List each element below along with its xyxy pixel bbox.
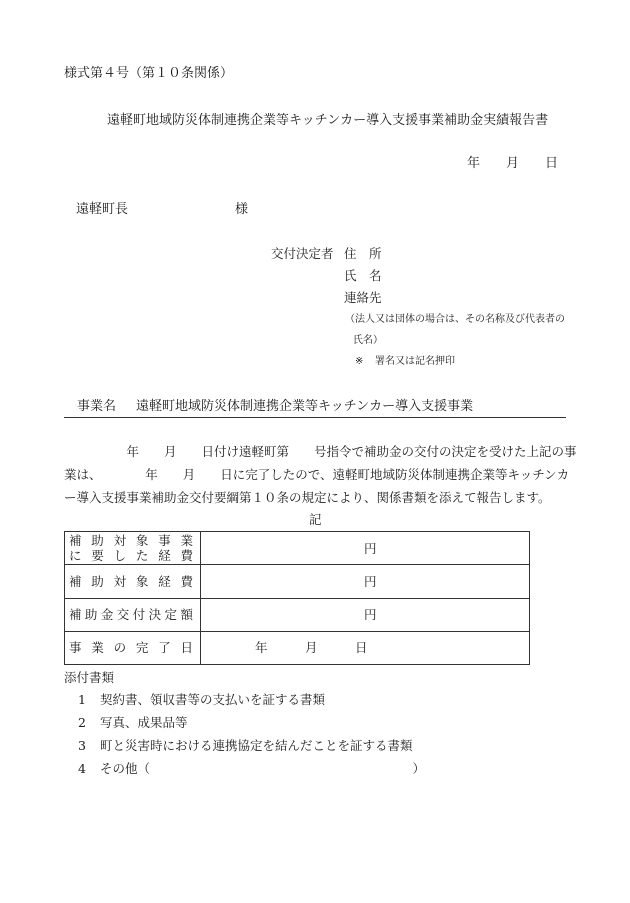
table-row [65, 532, 529, 565]
attachment-number: 4 [78, 761, 86, 776]
honorific: 様 [235, 202, 249, 217]
attachment-item: その他（ ） [100, 761, 426, 776]
attachment-number: 2 [78, 715, 86, 730]
row-label: 補助対象経費 [69, 574, 193, 589]
document-title: 遠軽町地域防災体制連携企業等キッチンカー導入支援事業補助金実績報告書 [107, 113, 549, 128]
addressee: 遠軽町長 [76, 202, 129, 217]
report-table [64, 531, 530, 665]
row-value: 円 [364, 541, 377, 556]
completion-date-value: 年 月 日 [255, 640, 368, 655]
project-label: 事業名 [77, 399, 117, 414]
table-label-cell [65, 532, 201, 564]
seal-note: 署名又は記名押印 [375, 356, 455, 367]
table-label-cell [65, 565, 201, 598]
row-value: 円 [364, 574, 377, 589]
seal-mark: ※ [355, 356, 364, 367]
applicant-role: 交付決定者 [271, 246, 334, 261]
project-name: 遠軽町地域防災体制連携企業等キッチンカー導入支援事業 [136, 399, 474, 414]
body-line-3: ー導入支援事業補助金交付要綱第１０条の規定により、関係書類を添えて報告します。 [64, 490, 551, 505]
table-row [65, 599, 529, 632]
body-line-2: 業は、 年 月 日に完了したので、遠軽町地域防災体制連携企業等キッチンカ [64, 467, 570, 482]
attachment-item: 写真、成果品等 [100, 715, 188, 730]
project-underline [64, 417, 566, 418]
form-number: 様式第４号（第１０条関係） [64, 66, 234, 81]
applicant-note-line2: 氏名） [353, 335, 383, 346]
address-label: 住 所 [344, 246, 382, 261]
row-value: 円 [364, 607, 377, 622]
row-label-line2: に要した経費 [69, 548, 193, 563]
name-label: 氏 名 [344, 268, 382, 283]
attachment-number: 3 [78, 738, 86, 753]
ki-mark: 記 [309, 512, 322, 527]
table-label-cell [65, 599, 201, 631]
applicant-note-line1: （法人又は団体の場合は、その名称及び代表者の [345, 314, 565, 325]
attachments-heading: 添付書類 [64, 670, 115, 685]
table-label-cell [65, 632, 201, 665]
date-line: 年 月 日 [467, 156, 559, 171]
table-row [65, 632, 529, 665]
attachment-item: 町と災害時における連携協定を結んだことを証する書類 [100, 738, 413, 753]
row-label: 事業の完了日 [69, 640, 193, 655]
attachment-number: 1 [78, 692, 86, 707]
row-label: 補助金交付決定額 [69, 607, 193, 622]
attachment-item: 契約書、領収書等の支払いを証する書類 [100, 692, 326, 707]
table-row [65, 565, 529, 599]
row-label-line1: 補助対象事業 [69, 533, 193, 548]
contact-label: 連絡先 [344, 290, 382, 305]
body-line-1: 年 月 日付け遠軽町第 号指令で補助金の交付の決定を受けた上記の事 [64, 444, 577, 459]
